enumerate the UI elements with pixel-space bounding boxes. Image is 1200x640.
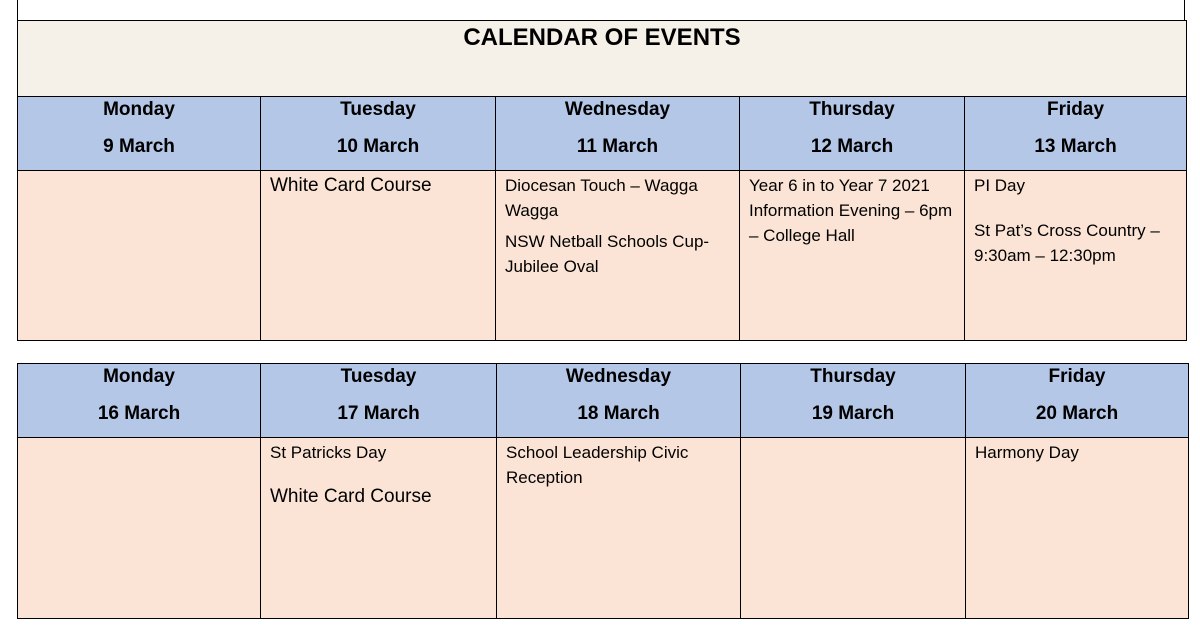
day-name: Wednesday: [564, 99, 671, 120]
calendar-week-1: [17, 20, 1187, 341]
day-name: Wednesday: [565, 366, 672, 387]
day-header-row: [18, 97, 1187, 171]
day-date: 19 March: [811, 403, 895, 424]
day-events-row: [18, 171, 1187, 341]
day-cell-wednesday: [496, 171, 740, 341]
day-header-wednesday: [496, 97, 740, 171]
day-name: Thursday: [809, 99, 895, 120]
day-date: 9 March: [103, 136, 175, 157]
day-date: 16 March: [97, 403, 181, 424]
day-cell-monday: [18, 438, 261, 619]
day-date: 11 March: [576, 136, 659, 157]
day-events-row: [18, 438, 1189, 619]
day-date: 12 March: [810, 136, 894, 157]
day-header-monday: [18, 364, 261, 438]
day-cell-friday: [965, 171, 1187, 341]
day-header-friday: [965, 97, 1187, 171]
day-name: Tuesday: [340, 366, 417, 387]
event-item: PI Day: [974, 176, 1026, 195]
day-header-thursday: [741, 364, 966, 438]
day-header-monday: [18, 97, 261, 171]
event-item: Diocesan Touch – Wagga Wagga: [505, 176, 698, 220]
day-header-tuesday: [261, 364, 497, 438]
day-date: 17 March: [337, 403, 420, 424]
event-item: Year 6 in to Year 7 2021 Information Evening – 6pm – College Hall: [749, 176, 953, 245]
event-item: NSW Netball Schools Cup- Jubilee Oval: [505, 232, 710, 276]
event-item: White Card Course: [270, 486, 432, 507]
day-header-row: [18, 364, 1189, 438]
calendar-week-2: [17, 363, 1189, 619]
event-item: White Card Course: [270, 175, 432, 196]
calendar-title: CALENDAR OF EVENTS: [18, 21, 1187, 97]
day-header-thursday: [740, 97, 965, 171]
day-cell-friday: [966, 438, 1189, 619]
day-name: Monday: [103, 366, 175, 387]
day-cell-thursday: [740, 171, 965, 341]
page-top-edge: [17, 0, 1185, 20]
day-name: Friday: [1047, 99, 1105, 120]
day-name: Friday: [1048, 366, 1106, 387]
day-date: 13 March: [1034, 136, 1117, 157]
day-date: 10 March: [336, 136, 420, 157]
event-item: School Leadership Civic Reception: [506, 443, 689, 487]
day-name: Tuesday: [340, 99, 416, 120]
event-item: St Pat’s Cross Country – 9:30am – 12:30pm: [974, 221, 1160, 265]
day-cell-wednesday: [497, 438, 741, 619]
day-header-wednesday: [497, 364, 741, 438]
day-cell-thursday: [741, 438, 966, 619]
day-header-friday: [966, 364, 1189, 438]
day-cell-tuesday: [261, 438, 497, 619]
day-name: Monday: [103, 99, 175, 120]
day-cell-tuesday: [261, 171, 496, 341]
day-cell-monday: [18, 171, 261, 341]
day-name: Thursday: [810, 366, 896, 387]
event-item: Harmony Day: [975, 443, 1079, 462]
event-item: St Patricks Day: [270, 443, 387, 462]
day-date: 18 March: [577, 403, 660, 424]
day-date: 20 March: [1035, 403, 1119, 424]
day-header-tuesday: [261, 97, 496, 171]
